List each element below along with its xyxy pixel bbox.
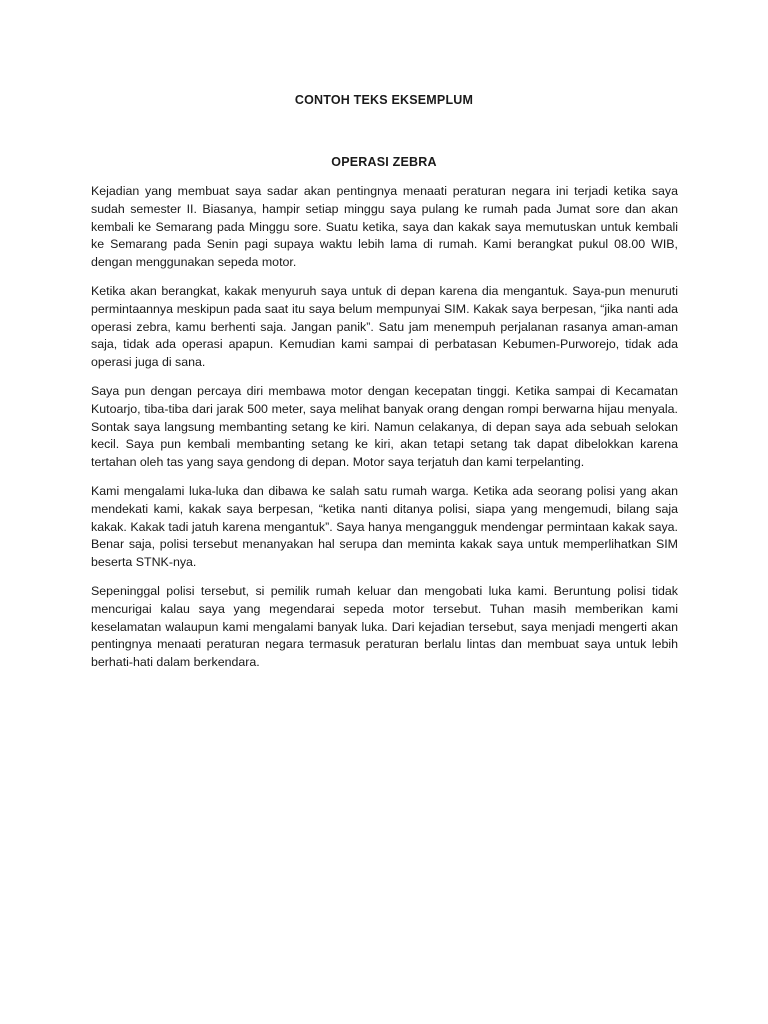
paragraph-1: Kejadian yang membuat saya sadar akan pentingnya menaati peraturan negara ini terjadi ketika saya sudah semester II. Biasanya, hampir setiap minggu saya pulang ke rumah pada Jumat sore dan akan kembali ke Semarang pada Minggu sore. Suatu ketika, saya dan kakak saya memutuskan untuk kembali ke Semarang pada Senin pagi supaya waktu lebih lama di rumah. Kami berangkat pukul 08.00 WIB, dengan menggunakan sepeda motor. — [91, 184, 678, 270]
paragraph-3: Saya pun dengan percaya diri membawa motor dengan kecepatan tinggi. Ketika sampai di Kecamatan Kutoarjo, tiba-tiba dari jarak 500 meter, saya melihat banyak orang dengan rompi berwarna hijau menyala. Sontak saya langsung membanting setang ke kiri. Namun celakanya, di depan saya ada sebuah selokan kecil. Saya pun kembali membanting setang ke kiri, akan tetapi setang tak dapat dibelokkan karena tertahan oleh tas yang saya gendong di depan. Motor saya terjatuh dan kami terpelanting. — [91, 383, 678, 470]
document-body — [91, 183, 678, 683]
story-title: OPERASI ZEBRA — [331, 155, 437, 169]
document-title: CONTOH TEKS EKSEMPLUM — [294, 93, 474, 107]
paragraph-4: Kami mengalami luka-luka dan dibawa ke salah satu rumah warga. Ketika ada seorang polisi yang akan mendekati kami, kakak saya berpesan, “ketika nanti ditanya polisi, siapa yang mengemudi, bilang saja kakak. Kakak tadi jatuh karena mengantuk”. Saya hanya mengangguk mendengar permintaan kakak saya. Benar saja, polisi tersebut menanyakan hal serupa dan meminta kakak saya untuk memperlihatkan SIM beserta STNK-nya. — [91, 483, 678, 570]
paragraph-5: Sepeninggal polisi tersebut, si pemilik rumah keluar dan mengobati luka kami. Beruntung polisi tidak mencurigai kalau saya yang megendarai sepeda motor tersebut. Tuhan masih memberikan kami keselamatan walaupun kami mengalami banyak luka. Dari kejadian tersebut, saya menjadi mengerti akan pentingnya menaati peraturan negara termasuk peraturan berlalu lintas dan membuat saya untuk lebih berhati-hati dalam berkendara. — [91, 583, 678, 670]
paragraph-2: Ketika akan berangkat, kakak menyuruh saya untuk di depan karena dia mengantuk. Saya-pun menuruti permintaannya meskipun pada saat itu saya belum mempunyai SIM. Kakak saya berpesan, “jika nanti ada operasi zebra, kamu berhenti saja. Jangan panik”. Satu jam menempuh perjalanan rasanya aman-aman saja, tidak ada operasi apapun. Kemudian kami sampai di perbatasan Kebumen-Purworejo, tidak ada operasi juga di sana. — [91, 283, 678, 370]
